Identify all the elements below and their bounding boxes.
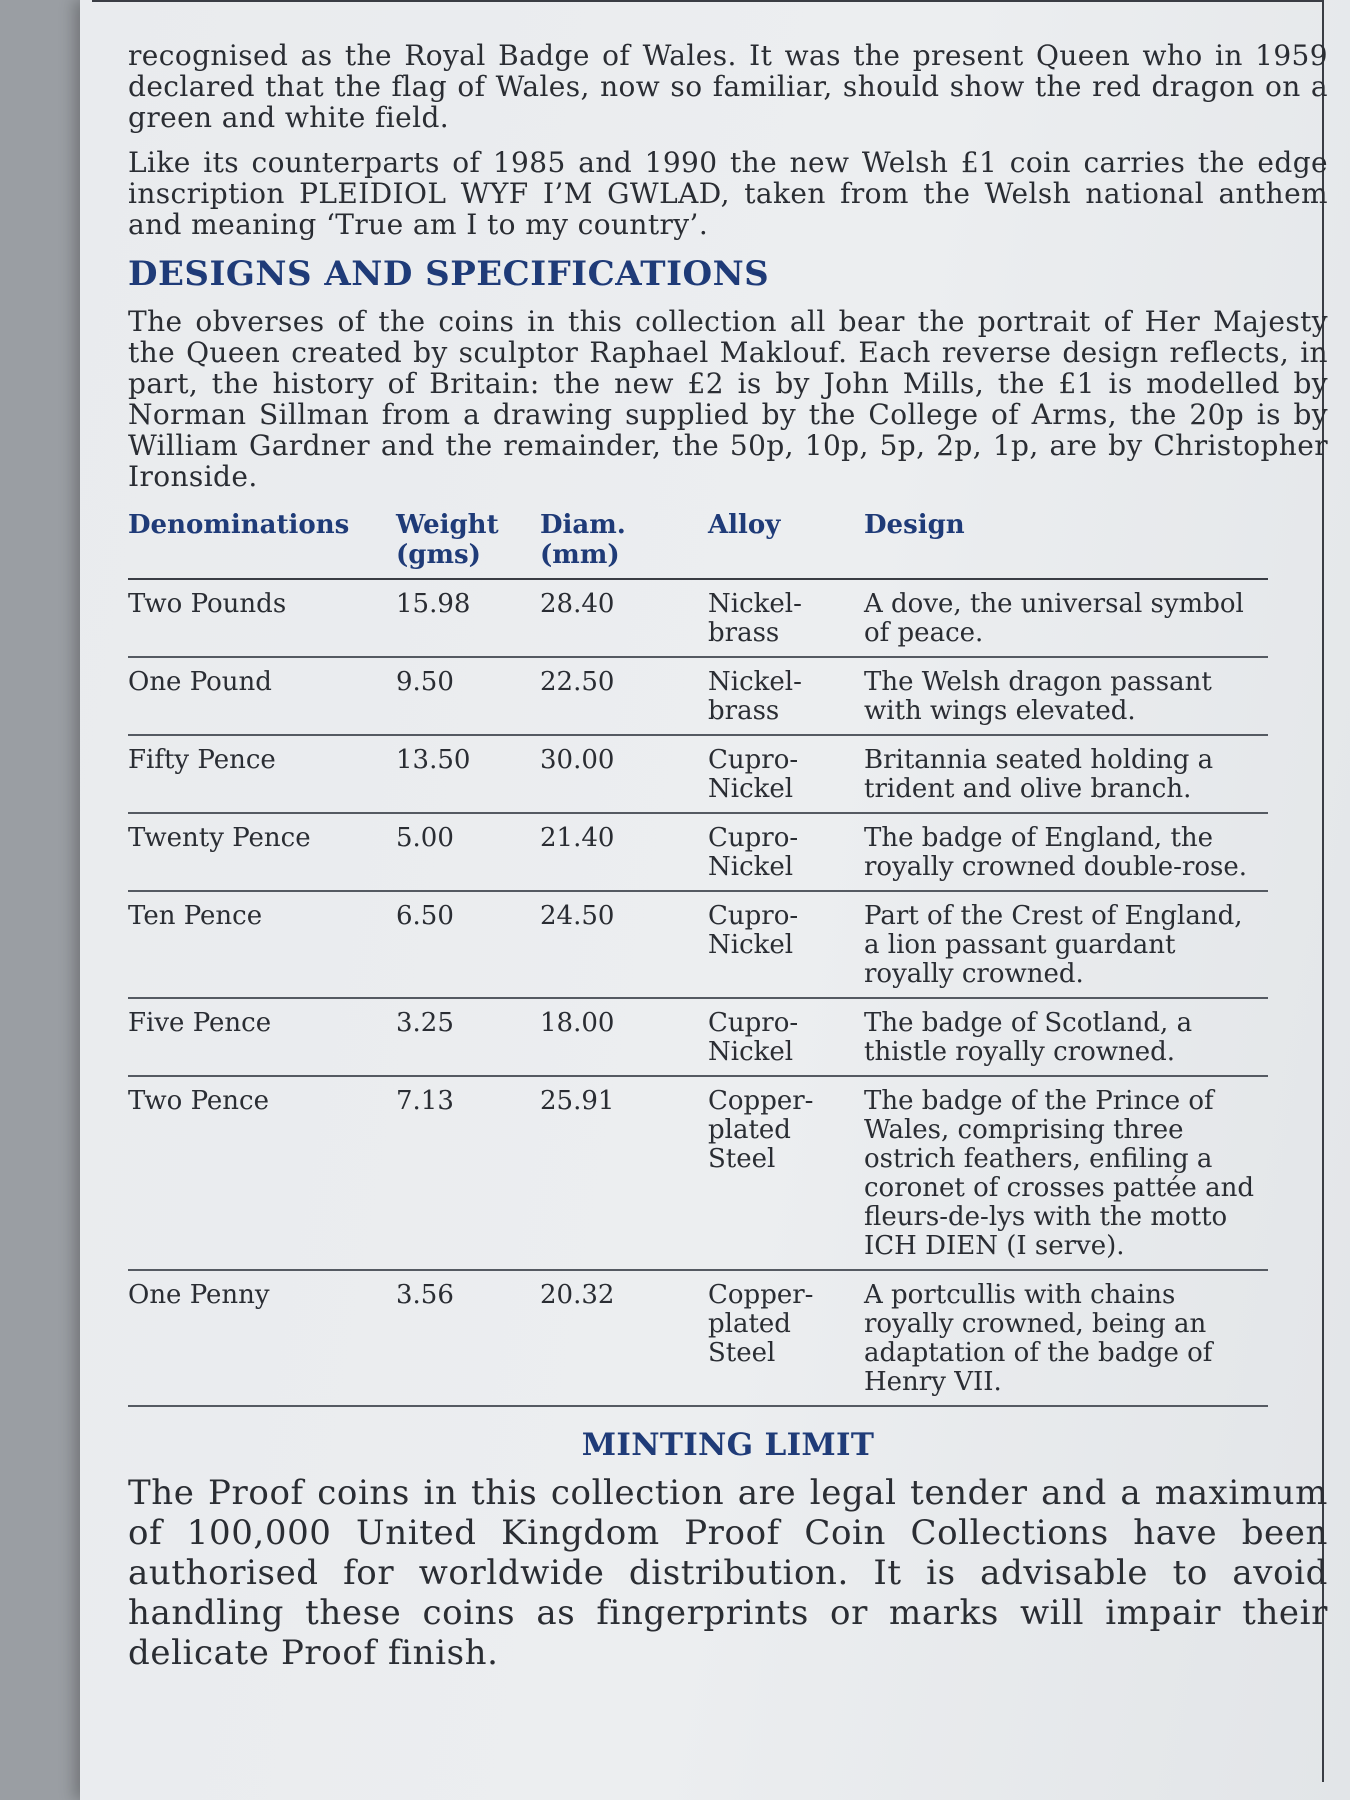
- cell-denomination: One Pound: [128, 657, 396, 735]
- header-design: Design: [864, 506, 1268, 579]
- table-row: [128, 657, 1268, 735]
- cell-design: A dove, the universal symbol of peace.: [864, 579, 1268, 657]
- intro-paragraph-1: recognised as the Royal Badge of Wales. It was the present Queen who in 1959 declared that the flag of Wales, now so familiar, should show the red dragon on a green and white field.: [128, 39, 1328, 134]
- table-header-row: [128, 506, 1268, 579]
- table-row: [128, 1270, 1268, 1406]
- cell-alloy: Copper-plated Steel: [708, 1076, 864, 1270]
- cell-diameter: 25.91: [540, 1076, 708, 1270]
- cell-alloy: Cupro-Nickel: [708, 735, 864, 813]
- cell-alloy: Nickel-brass: [708, 579, 864, 657]
- cell-diameter: 30.00: [540, 735, 708, 813]
- designs-paragraph: The obverses of the coins in this collection all bear the portrait of Her Majesty the Queen created by sculptor Raphael Maklouf. Each reverse design reflects, in part, the history of Britain: the new £2 is by John Mills, the £1 is modelled by Norman Sillman from a drawing supplied by the College of Arms, the 20p is by William Gardner and the remainder, the 50p, 10p, 5p, 2p, 1p, are by Christopher Ironside.: [128, 305, 1328, 493]
- cell-diameter: 21.40: [540, 813, 708, 891]
- cell-alloy: Cupro-Nickel: [708, 813, 864, 891]
- cell-design: A portcullis with chains royally crowned, being an adaptation of the badge of Henry VII.: [864, 1270, 1268, 1406]
- cell-denomination: Fifty Pence: [128, 735, 396, 813]
- cell-alloy: Nickel-brass: [708, 657, 864, 735]
- cell-weight: 15.98: [396, 579, 540, 657]
- page-content: [128, 40, 1328, 1687]
- minting-limit-heading: MINTING LIMIT: [581, 1427, 875, 1463]
- specifications-table: [128, 506, 1268, 1407]
- table-row: [128, 813, 1268, 891]
- cell-weight: 3.25: [396, 998, 540, 1076]
- table-row: [128, 579, 1268, 657]
- cell-denomination: Ten Pence: [128, 891, 396, 998]
- cell-weight: 5.00: [396, 813, 540, 891]
- table-row: [128, 891, 1268, 998]
- cell-weight: 3.56: [396, 1270, 540, 1406]
- cell-weight: 9.50: [396, 657, 540, 735]
- cell-denomination: Two Pence: [128, 1076, 396, 1270]
- header-denominations: Denominations: [128, 506, 396, 579]
- header-diameter: Diam. (mm): [540, 506, 708, 579]
- designs-heading: DESIGNS AND SPECIFICATIONS: [128, 254, 770, 294]
- cell-denomination: Five Pence: [128, 998, 396, 1076]
- cell-weight: 7.13: [396, 1076, 540, 1270]
- cell-diameter: 22.50: [540, 657, 708, 735]
- cell-design: The badge of Scotland, a thistle royally crowned.: [864, 998, 1268, 1076]
- header-alloy: Alloy: [708, 506, 864, 579]
- cell-alloy: Cupro-Nickel: [708, 891, 864, 998]
- cell-alloy: Cupro-Nickel: [708, 998, 864, 1076]
- cell-design: The badge of England, the royally crowned double-rose.: [864, 813, 1268, 891]
- header-weight: Weight (gms): [396, 506, 540, 579]
- table-row: [128, 998, 1268, 1076]
- table-row: [128, 1076, 1268, 1270]
- cell-weight: 13.50: [396, 735, 540, 813]
- cell-design: The Welsh dragon passant with wings elevated.: [864, 657, 1268, 735]
- cell-design: Part of the Crest of England, a lion passant guardant royally crowned.: [864, 891, 1268, 998]
- cell-design: Britannia seated holding a trident and olive branch.: [864, 735, 1268, 813]
- cell-alloy: Copper-plated Steel: [708, 1270, 864, 1406]
- minting-paragraph: The Proof coins in this collection are legal tender and a maximum of 100,000 United Kingdom Proof Coin Collections have been authorised for worldwide distribution. It is advisable to avoid handling these coins as fingerprints or marks will impair their delicate Proof finish.: [128, 1473, 1328, 1673]
- cell-denomination: Two Pounds: [128, 579, 396, 657]
- booklet-page: [80, 0, 1350, 1800]
- cell-diameter: 24.50: [540, 891, 708, 998]
- cell-denomination: Twenty Pence: [128, 813, 396, 891]
- minting-section: [128, 1473, 1328, 1673]
- cell-diameter: 28.40: [540, 579, 708, 657]
- cell-weight: 6.50: [396, 891, 540, 998]
- cell-diameter: 20.32: [540, 1270, 708, 1406]
- intro-paragraph-2: Like its counterparts of 1985 and 1990 the new Welsh £1 coin carries the edge inscription PLEIDIOL WYF I’M GWLAD, taken from the Welsh national anthem and meaning ‘True am I to my country’.: [128, 146, 1328, 241]
- cell-design: The badge of the Prince of Wales, comprising three ostrich feathers, enfiling a coronet of crosses pattée and fleurs-de-lys with the motto ICH DIEN (I serve).: [864, 1076, 1268, 1270]
- cell-diameter: 18.00: [540, 998, 708, 1076]
- table-row: [128, 735, 1268, 813]
- cell-denomination: One Penny: [128, 1270, 396, 1406]
